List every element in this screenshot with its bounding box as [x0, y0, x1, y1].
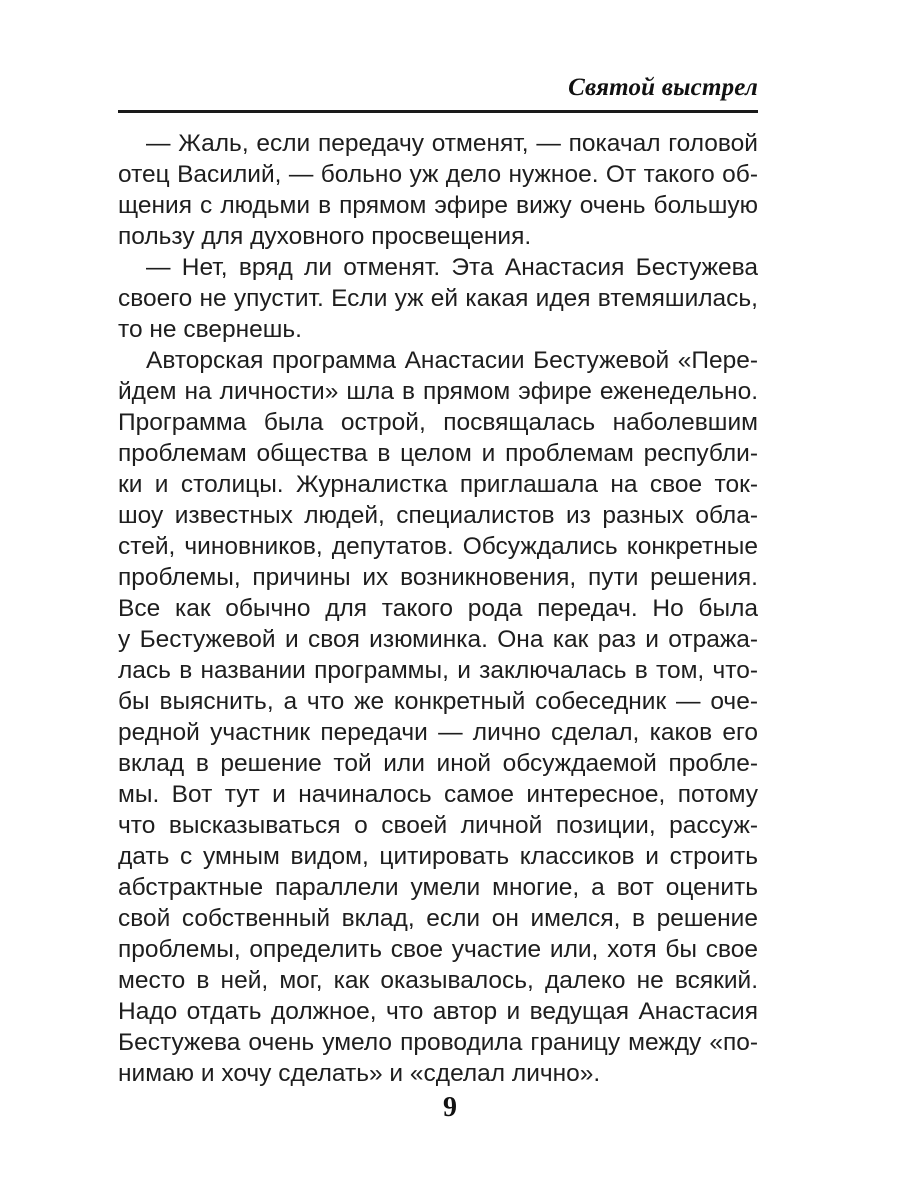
text-line: редной участник передачи — лично сделал, каков его [118, 719, 758, 746]
text-line: отец Василий, — больно уж дело нужное. От такого об- [118, 161, 758, 188]
text-line: Все как обычно для такого рода передач. Но была [118, 595, 758, 622]
text-line: что высказываться о своей личной позиции, рассуж- [118, 812, 758, 839]
text-line: ки и столицы. Журналистка приглашала на свое ток- [118, 471, 758, 498]
paragraph-1 [118, 128, 758, 252]
text-line: лась в названии программы, и заключалась в том, что- [118, 657, 758, 684]
text-line: Программа была острой, посвящалась наболевшим [118, 409, 758, 436]
text-line: дать с умным видом, цитировать классиков и строить [118, 843, 758, 870]
page-number: 9 [443, 1092, 457, 1123]
book-title: Святой выстрел [568, 74, 758, 101]
text-line: абстрактные параллели умели многие, а вот оценить [118, 874, 758, 901]
text-line: проблемам общества в целом и проблемам республи- [118, 440, 758, 467]
text-line: Авторская программа Анастасии Бестужевой «Пере- [146, 347, 758, 374]
text-line: своего не упустит. Если уж ей какая идея втемяшилась, [118, 285, 758, 312]
paragraph-3 [118, 345, 758, 1089]
text-line: шоу известных людей, специалистов из разных обла- [118, 502, 758, 529]
body-text [118, 128, 758, 1089]
text-line: проблемы, определить свое участие или, хотя бы свое [118, 936, 758, 963]
text-line: проблемы, причины их возникновения, пути решения. [118, 564, 758, 591]
paragraph-2 [118, 252, 758, 345]
text-line: вклад в решение той или иной обсуждаемой пробле- [118, 750, 758, 777]
text-line: мы. Вот тут и начиналось самое интересное, потому [118, 781, 758, 808]
text-line: пользу для духовного просвещения. [118, 223, 532, 250]
text-line: бы выяснить, а что же конкретный собеседник — оче- [118, 688, 758, 715]
text-line: нимаю и хочу сделать» и «сделал лично». [118, 1060, 601, 1087]
text-line: — Жаль, если передачу отменят, — покачал головой [146, 130, 758, 157]
text-line: то не свернешь. [118, 316, 302, 343]
text-line: щения с людьми в прямом эфире вижу очень большую [118, 192, 758, 219]
text-line: у Бестужевой и своя изюминка. Она как раз и отража- [118, 626, 758, 653]
text-line: Бестужева очень умело проводила границу между «по- [118, 1029, 758, 1056]
text-line: стей, чиновников, депутатов. Обсуждались конкретные [118, 533, 758, 560]
running-head [118, 70, 758, 113]
text-line: место в ней, мог, как оказывалось, далеко не всякий. [118, 967, 758, 994]
text-line: — Нет, вряд ли отменят. Эта Анастасия Бестужева [146, 254, 758, 281]
text-line: свой собственный вклад, если он имелся, в решение [118, 905, 758, 932]
text-line: Надо отдать должное, что автор и ведущая Анастасия [118, 998, 758, 1025]
text-line: йдем на личности» шла в прямом эфире еженедельно. [118, 378, 758, 405]
